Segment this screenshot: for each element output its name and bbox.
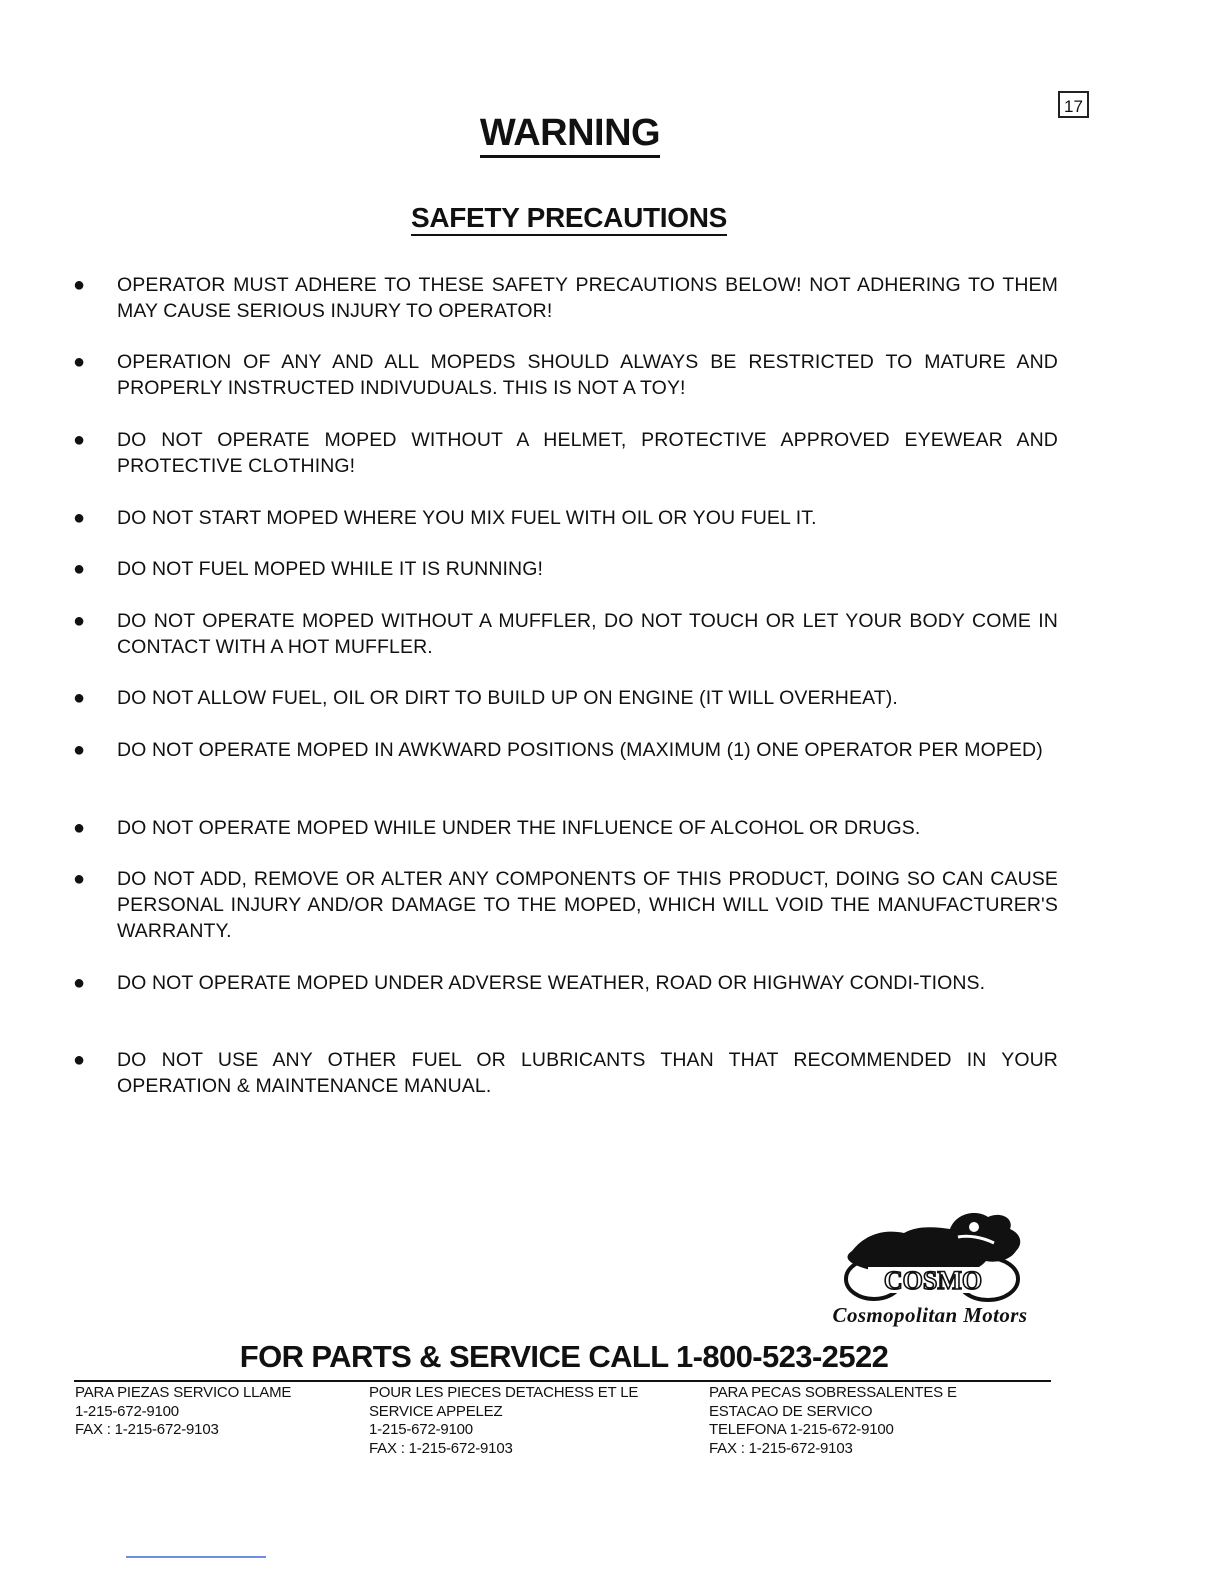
list-item: ● DO NOT ADD, REMOVE OR ALTER ANY COMPONENTS OF THIS PRODUCT, DOING SO CAN CAUSE PERSONAL INJURY AND/OR DAMAGE TO THE MOPED, WHICH WILL VOID THE MANUFACTURER'S WARRANTY. (73, 868, 1058, 942)
contact-line: FAX : 1-215-672-9103 (369, 1439, 513, 1457)
contact-line: PARA PIEZAS SERVICO LLAME (75, 1384, 292, 1401)
section-heading: SAFETY PRECAUTIONS (0, 202, 1138, 234)
contact-line: ESTACAO DE SERVICO (709, 1402, 873, 1420)
contact-line: FAX : 1-215-672-9103 (75, 1421, 219, 1438)
list-item: ● DO NOT ALLOW FUEL, OIL OR DIRT TO BUILD UP ON ENGINE (IT WILL OVERHEAT). (73, 687, 898, 709)
bullet-icon: ● (73, 817, 86, 839)
bullet-icon: ● (73, 972, 86, 994)
bullet-icon: ● (73, 687, 86, 709)
list-item: ● DO NOT OPERATE MOPED UNDER ADVERSE WEATHER, ROAD OR HIGHWAY CONDI-TIONS. (73, 972, 986, 994)
bullet-icon: ● (73, 274, 86, 296)
contact-line: 1-215-672-9100 (369, 1421, 473, 1438)
page-number: 17 (1058, 91, 1089, 118)
bullet-icon: ● (73, 351, 86, 373)
contact-line: POUR LES PIECES DETACHESS ET LE (369, 1384, 639, 1401)
bullet-icon: ● (73, 1049, 86, 1071)
bullet-icon: ● (73, 610, 86, 632)
list-item: ● DO NOT OPERATE MOPED WITHOUT A HELMET, PROTECTIVE APPROVED EYEWEAR AND PROTECTIVE CLOTHING! (73, 429, 1058, 477)
bullet-icon: ● (73, 739, 86, 761)
contact-portuguese (709, 1384, 957, 1458)
list-item: ● DO NOT USE ANY OTHER FUEL OR LUBRICANTS THAN THAT RECOMMENDED IN YOUR OPERATION & MAINTENANCE MANUAL. (73, 1049, 1058, 1097)
contact-line: 1-215-672-9100 (75, 1402, 179, 1420)
page-title: WARNING (0, 112, 1140, 155)
contact-line: SERVICE APPELEZ (369, 1402, 503, 1420)
moped-rider-logo-icon (838, 1207, 1028, 1307)
contact-line: TELEFONA 1-215-672-9100 (709, 1421, 894, 1438)
svg-text:COSMO: COSMO (883, 1266, 983, 1295)
list-item: ● DO NOT OPERATE MOPED IN AWKWARD POSITIONS (MAXIMUM (1) ONE OPERATOR PER MOPED) (73, 739, 1043, 761)
list-item: ● DO NOT OPERATE MOPED WHILE UNDER THE INFLUENCE OF ALCOHOL OR DRUGS. (73, 817, 921, 839)
bullet-icon: ● (73, 868, 86, 890)
contact-line: FAX : 1-215-672-9103 (709, 1439, 853, 1457)
contact-line: PARA PECAS SOBRESSALENTES E (709, 1384, 957, 1401)
list-item: ● DO NOT START MOPED WHERE YOU MIX FUEL WITH OIL OR YOU FUEL IT. (73, 507, 817, 529)
list-item: ● DO NOT FUEL MOPED WHILE IT IS RUNNING! (73, 558, 543, 580)
bullet-icon: ● (73, 507, 86, 529)
list-item: ● OPERATION OF ANY AND ALL MOPEDS SHOULD ALWAYS BE RESTRICTED TO MATURE AND PROPERLY INSTRUCTED INDIVUDUALS. THIS IS NOT A TOY! (73, 351, 1058, 399)
contact-french (369, 1384, 638, 1458)
list-item: ● OPERATOR MUST ADHERE TO THESE SAFETY PRECAUTIONS BELOW! NOT ADHERING TO THEM MAY CAUSE SERIOUS INJURY TO OPERATOR! (73, 274, 1058, 322)
bullet-icon: ● (73, 558, 86, 580)
service-call-line: FOR PARTS & SERVICE CALL 1-800-523-2522 (239, 1339, 889, 1374)
divider (126, 1556, 266, 1558)
contact-spanish (75, 1384, 291, 1440)
brand-name: Cosmopolitan Motors (832, 1303, 1028, 1327)
bullet-icon: ● (73, 429, 86, 451)
list-item: ● DO NOT OPERATE MOPED WITHOUT A MUFFLER, DO NOT TOUCH OR LET YOUR BODY COME IN CONTACT WITH A HOT MUFFLER. (73, 610, 1058, 658)
divider (74, 1380, 1051, 1382)
